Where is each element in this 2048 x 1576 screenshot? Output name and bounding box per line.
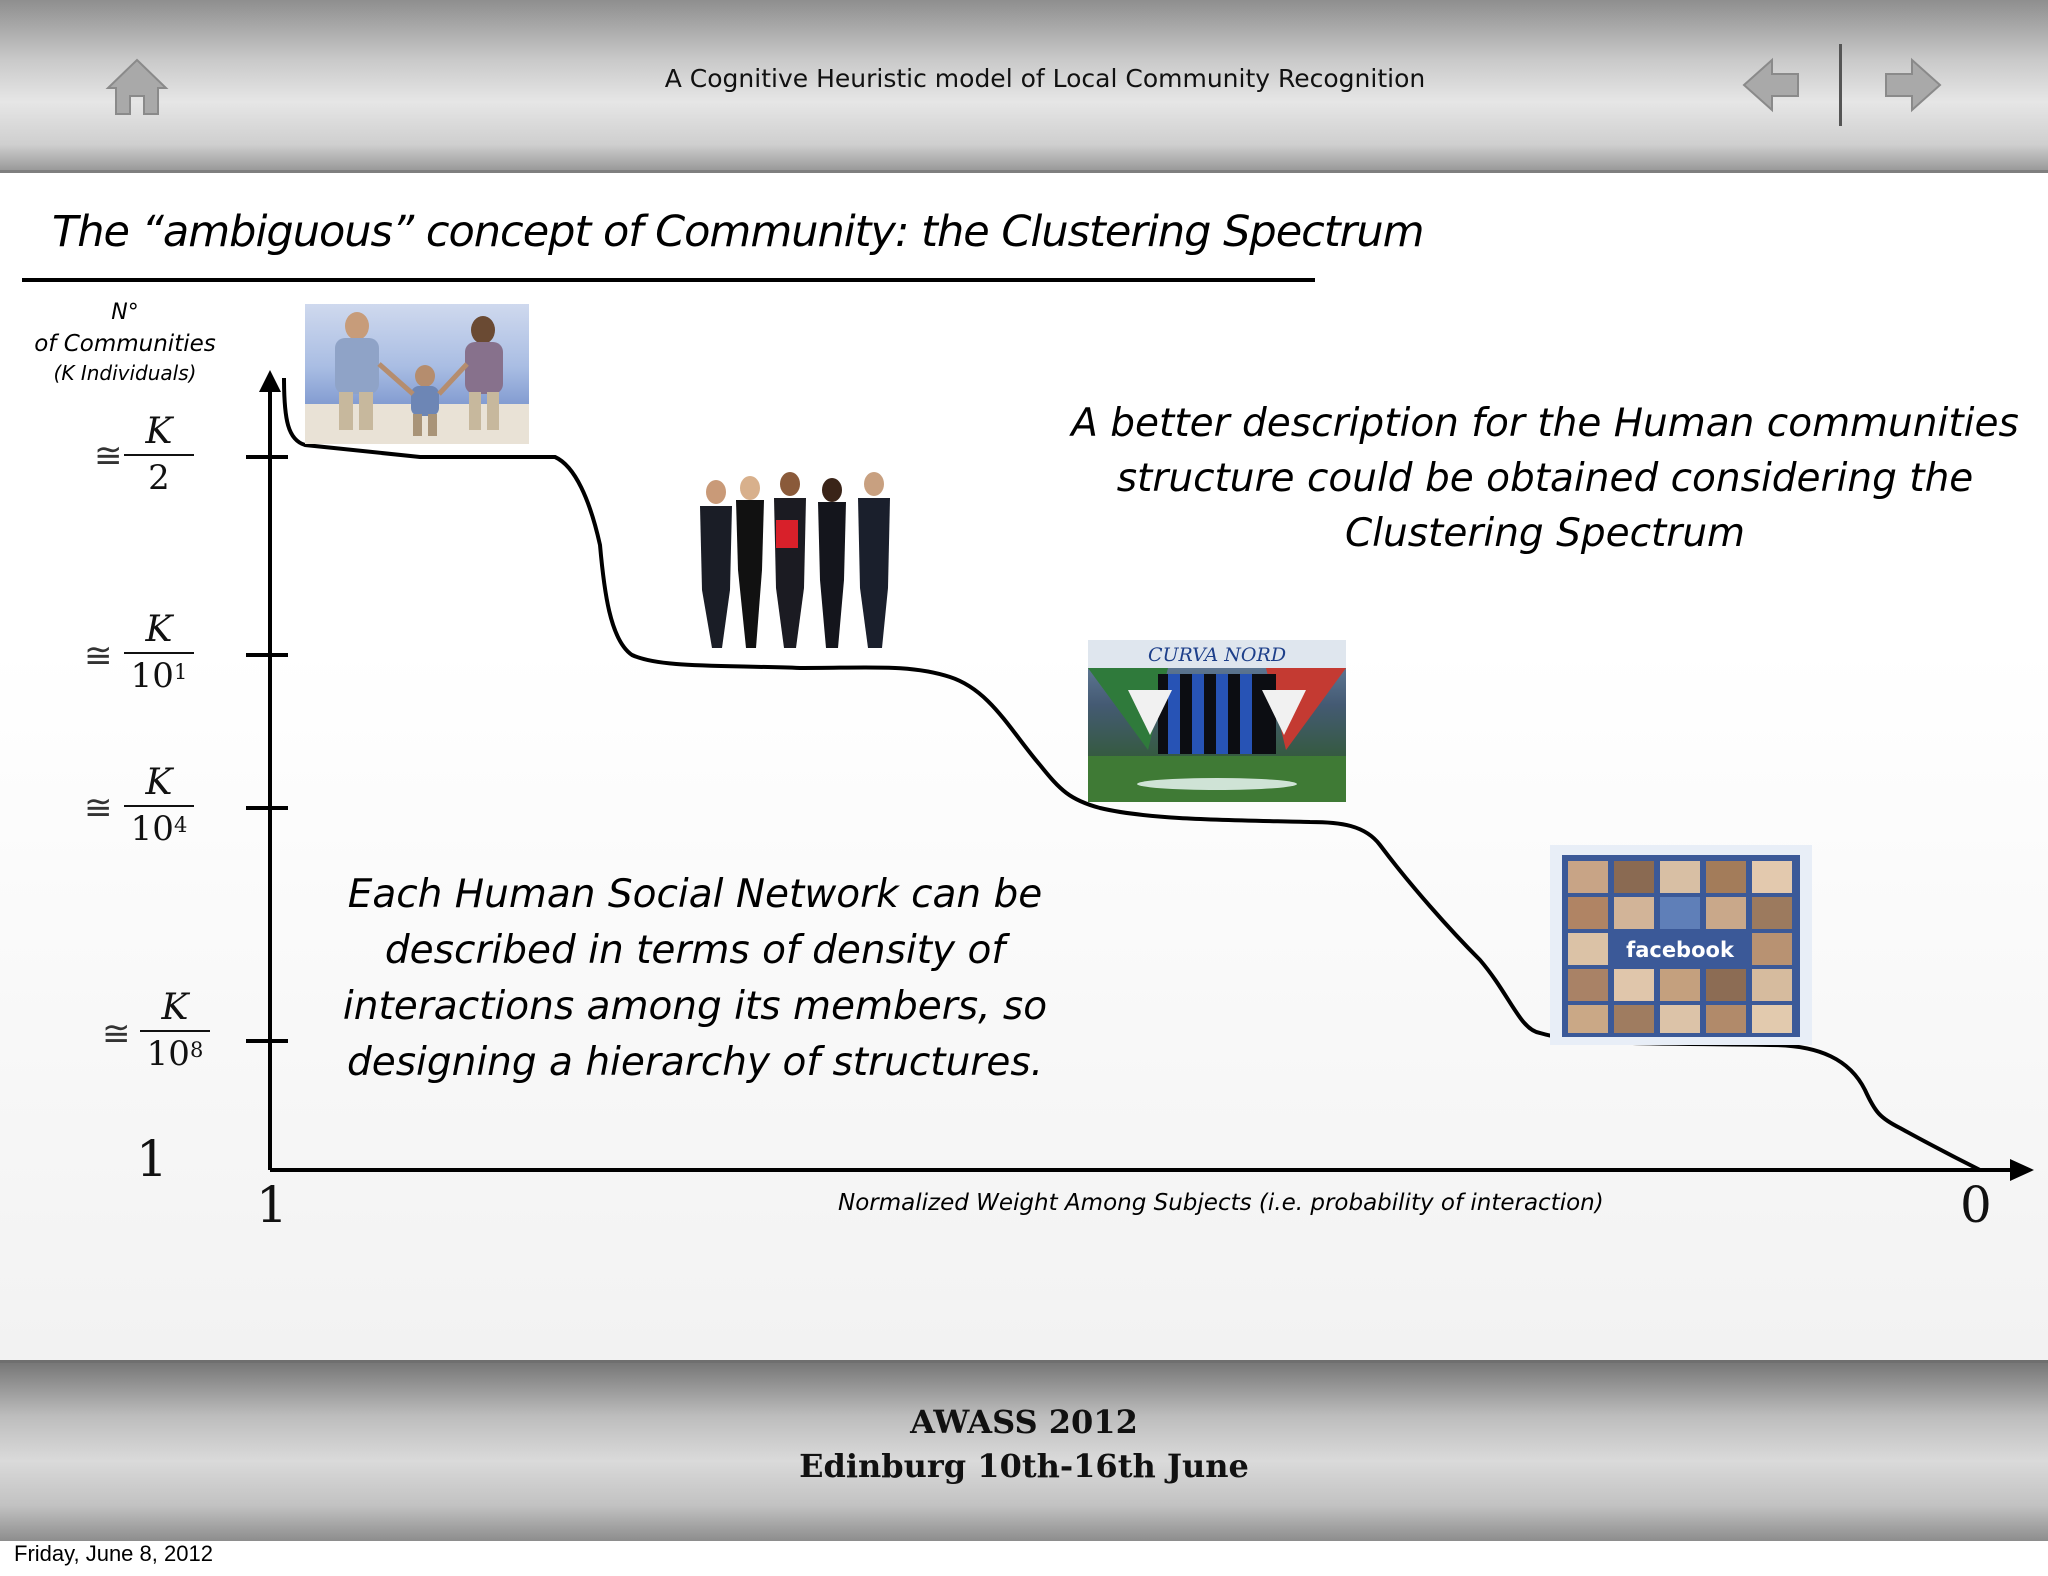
description-line: A better description for the Human communities [1071,401,2019,446]
fraction-denominator [124,807,194,851]
approx-symbol: ≅ [84,636,113,676]
description-line: interactions among its members, so [342,984,1048,1029]
denominator-base: 10 [130,656,174,696]
fraction-denominator [140,1032,210,1076]
y-tick-k-over-10-1 [124,608,194,698]
footer-event-dates: Edinburg 10th-16th June [799,1447,1249,1485]
slide-title: The “ambiguous” concept of Community: the Clustering Spectrum [52,207,1424,257]
y-tick-k-over-10-4 [124,761,194,851]
slide-header [0,0,2048,173]
fraction-denominator [124,654,194,698]
approx-symbol: ≅ [102,1014,131,1054]
presentation-title: A Cognitive Heuristic model of Local Community Recognition [664,64,1426,93]
description-line: designing a hierarchy of structures. [346,1040,1044,1085]
denominator-exponent: 8 [189,1038,204,1062]
business-team-photo [690,470,908,650]
fraction-numerator: K [124,608,194,654]
x-start-label: 1 [256,1176,288,1234]
y-axis-label-line3: (K Individuals) [53,361,197,385]
y-axis-label [30,298,220,386]
y-origin-label: 1 [136,1130,168,1188]
arrow-right-icon[interactable] [1882,56,1944,114]
denominator-base: 10 [146,1034,190,1074]
y-tick-k-over-10-8 [140,986,210,1076]
fraction-numerator: K [124,761,194,807]
arrow-left-icon[interactable] [1740,56,1802,114]
x-end-label: 0 [1960,1176,1992,1234]
nav-divider [1839,44,1842,126]
description-line: Each Human Social Network can be [347,872,1043,917]
description-line: Clustering Spectrum [1344,511,1746,556]
stadium-banner-text: CURVA NORD [1147,644,1287,666]
fraction-numerator: K [124,410,194,456]
clustering-spectrum-description [1070,396,2020,561]
stadium-banner-photo [1088,640,1346,802]
approx-symbol: ≅ [84,788,113,828]
y-axis-label-line1: N° [111,300,139,325]
fraction-denominator [124,456,194,500]
title-underline [22,278,1315,282]
fraction-numerator: K [140,986,210,1032]
approx-symbol: ≅ [94,436,123,476]
y-axis-label-line2: of Communities [34,331,216,357]
date-stamp: Friday, June 8, 2012 [14,1541,213,1566]
slide-footer [0,1360,2048,1541]
facebook-collage [1550,845,1812,1045]
denominator-exponent: 1 [173,660,188,684]
x-axis-label: Normalized Weight Among Subjects (i.e. probability of interaction) [838,1190,1604,1216]
denominator-base: 2 [148,458,170,498]
social-network-description [330,867,1060,1091]
denominator-base: 10 [130,809,174,849]
facebook-logo-text: facebook [1626,938,1734,962]
y-tick-k-over-2 [124,410,194,500]
description-line: structure could be obtained considering the [1116,456,1974,501]
footer-event-name: AWASS 2012 [910,1403,1138,1441]
denominator-exponent: 4 [173,813,188,837]
description-line: described in terms of density of [384,928,1006,973]
family-photo [305,304,529,444]
